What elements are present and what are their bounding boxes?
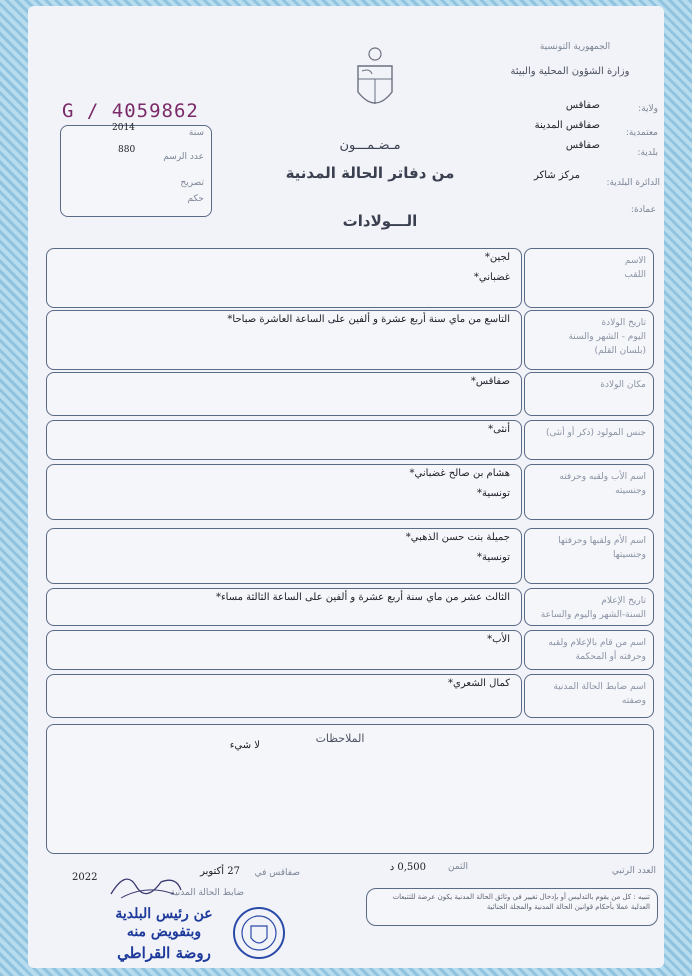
field-value-secondary: غضباني*	[473, 272, 510, 283]
notes-value: لا شيء	[229, 740, 260, 751]
date-value: 27 أكتوبر	[200, 866, 240, 877]
state-label: ولاية:	[638, 104, 658, 114]
field-label: اسم من قام بالإعلام ولقبه وحرفته أو المحكمة	[548, 638, 646, 662]
field-value: الثالث عشر من ماي سنة أربع عشرة و ألفين على الساعة الثالثة مساء*	[215, 592, 510, 603]
signature	[106, 864, 186, 904]
year-value: 2014	[112, 123, 135, 133]
ministry-heading: وزارة الشؤون المحلية والبيئة	[510, 66, 630, 77]
field-label: مكان الولادة	[600, 380, 646, 390]
date-year-value: 2022	[72, 872, 98, 883]
district-value: مركز شاكر	[533, 170, 580, 181]
judgment-label: حكم	[187, 194, 204, 204]
price-label: الثمن	[447, 862, 468, 872]
record-number-label: عدد الرسم	[163, 152, 204, 162]
field-label: الاسم اللقب	[624, 256, 646, 280]
field-label: اسم الأب ولقبه وحرفته وجنسيته	[559, 472, 646, 496]
title-line-3: الـــولادات	[342, 212, 418, 230]
field-label: تاريخ الإعلام السنة-الشهر واليوم والساعة	[540, 596, 646, 620]
field-value: جميلة بنت حسن الذهبي*	[405, 532, 510, 543]
serial-order-label: العدد الرتبي	[611, 866, 656, 876]
place-date-label: صفاقس في	[254, 868, 300, 878]
field-value: التاسع من ماي سنة أربع عشرة و ألفين على الساعة العاشرة صباحا*	[227, 314, 510, 325]
field-value-secondary: تونسية*	[476, 488, 510, 499]
field-value: أنثى*	[488, 424, 510, 435]
district-label: الدائرة البلدية:	[606, 178, 660, 188]
field-label: تاريخ الولادة اليوم - الشهر والسنة (بلسان القلم)	[568, 318, 646, 356]
field-label: جنس المولود (ذكر أو أنثى)	[545, 428, 646, 438]
declaration-label: تصريح	[180, 178, 204, 188]
title-line-1: مـضـمـــون	[339, 138, 401, 153]
warning-text: تنبيه : كل من يقوم بالتدليس أو بإدخال تغيير في وثائق الحالة المدنية يكون عرضة للتتبعات العدلية عملا بأحكام قوانين الحالة المدنية والمجلة الجنائية	[392, 893, 650, 911]
price-value: 0,500 د	[389, 862, 426, 873]
field-value: كمال الشعري*	[448, 678, 510, 689]
officer-label: ضابط الحالة المدنية	[170, 888, 244, 898]
field-label: اسم ضابط الحالة المدنية وصفته	[553, 682, 646, 706]
notes-label: الملاحظات	[315, 732, 365, 745]
stamp-line-1: عن رئيس البلدية	[115, 906, 213, 922]
delegation-value: صفاقس المدينة	[534, 120, 600, 131]
field-label: اسم الأم ولقبها وحرفتها وجنسيتها	[558, 536, 646, 560]
title-line-2: من دفاتر الحالة المدنية	[285, 164, 455, 182]
tunisia-emblem	[350, 44, 400, 116]
year-label: سنة	[188, 128, 204, 138]
municipality-label: بلدية:	[637, 148, 658, 158]
field-value-secondary: تونسية*	[476, 552, 510, 563]
stamp-line-2: وبتفويض منه	[126, 924, 202, 940]
official-seal	[232, 906, 286, 960]
sector-label: عمادة:	[630, 205, 656, 215]
serial-number: G / 4059862	[62, 100, 199, 122]
field-value: لجين*	[484, 252, 510, 263]
republic-heading: الجمهورية التونسية	[539, 42, 611, 52]
municipality-value: صفاقس	[565, 140, 600, 151]
field-value: الأب*	[487, 634, 510, 645]
field-value: هشام بن صالح غضباني*	[409, 468, 510, 479]
stamp-line-3: روضة القراطي	[117, 944, 211, 962]
record-number-value: 880	[118, 145, 136, 155]
field-value: صفاقس*	[470, 376, 510, 387]
delegation-label: معتمدية:	[625, 128, 658, 138]
state-value: صفاقس	[565, 100, 600, 111]
